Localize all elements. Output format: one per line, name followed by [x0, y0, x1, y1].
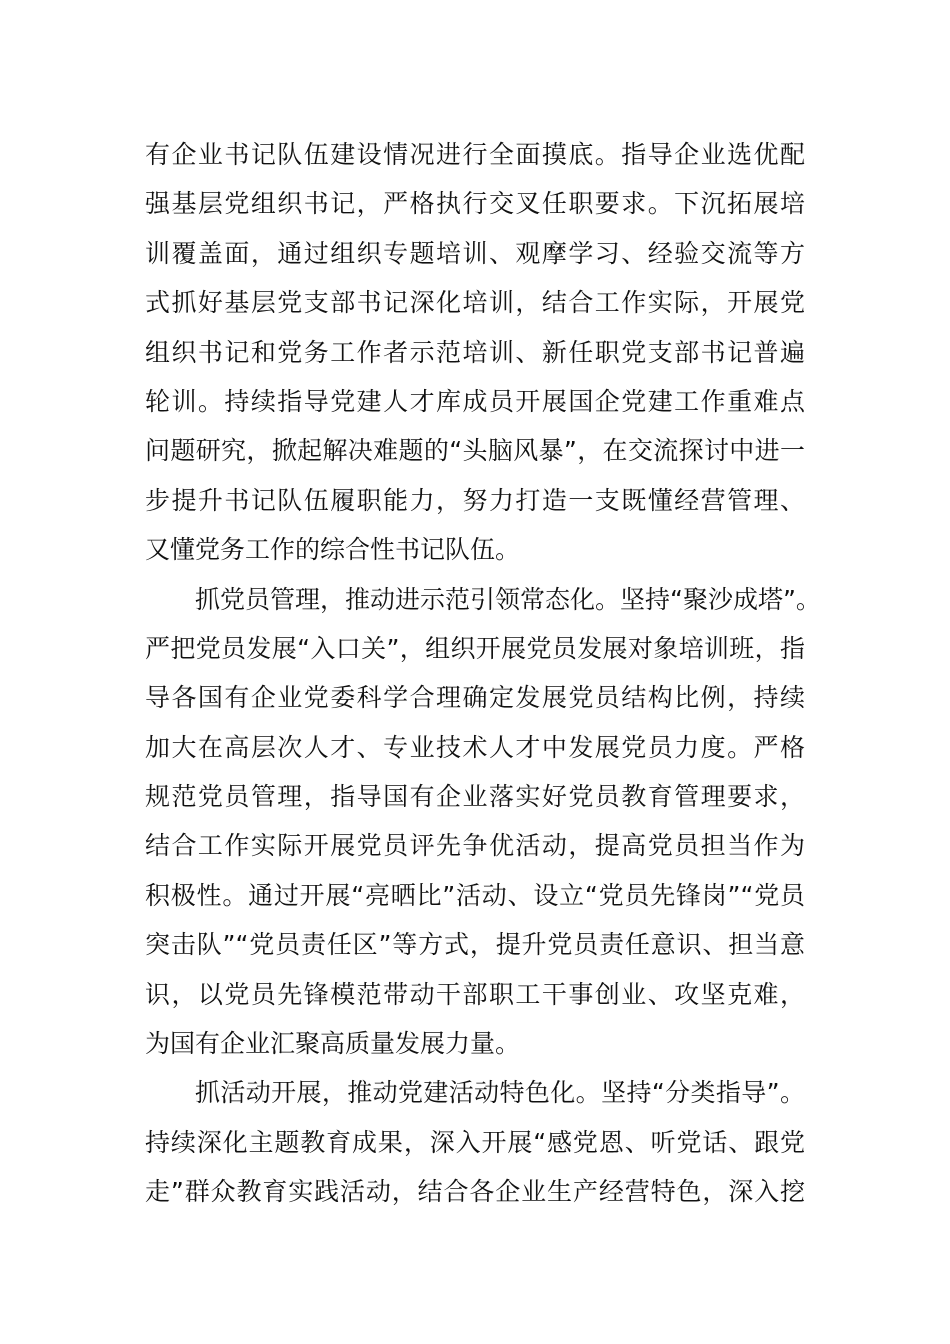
- text-line: 导各国有企业党委科学合理确定发展党员结构比例，持续: [145, 683, 805, 713]
- text-line: 训覆盖面，通过组织专题培训、观摩学习、经验交流等方: [145, 238, 805, 268]
- text-line: 强基层党组织书记，严格执行交叉任职要求。下沉拓展培: [145, 189, 805, 219]
- text-line: 积极性。通过开展“亮晒比”活动、设立“党员先锋岗”“党员: [145, 880, 805, 910]
- text-line: 规范党员管理，指导国有企业落实好党员教育管理要求，: [145, 782, 805, 812]
- text-line: 识，以党员先锋模范带动干部职工干事创业、攻坚克难，: [145, 979, 805, 1009]
- paragraph-first-line: 抓党员管理，推动进示范引领常态化。坚持“聚沙成塔”。: [195, 584, 821, 614]
- text-line: 结合工作实际开展党员评先争优活动，提高党员担当作为: [145, 831, 805, 861]
- document-body: [145, 130, 821, 1217]
- text-line: 突击队”“党员责任区”等方式，提升党员责任意识、担当意: [145, 930, 805, 960]
- text-line: 加大在高层次人才、专业技术人才中发展党员力度。严格: [145, 732, 805, 762]
- text-line: 严把党员发展“入口关”，组织开展党员发展对象培训班，指: [145, 633, 805, 663]
- text-line: 为国有企业汇聚高质量发展力量。: [145, 1029, 521, 1059]
- text-line: 持续深化主题教育成果，深入开展“感党恩、听党话、跟党: [145, 1127, 805, 1157]
- text-line: 轮训。持续指导党建人才库成员开展国企党建工作重难点: [145, 386, 805, 416]
- text-line: 组织书记和党务工作者示范培训、新任职党支部书记普遍: [145, 337, 805, 367]
- text-line: 又懂党务工作的综合性书记队伍。: [145, 535, 521, 565]
- paragraph-first-line: 抓活动开展，推动党建活动特色化。坚持“分类指导”。: [195, 1078, 805, 1108]
- text-line: 式抓好基层党支部书记深化培训，结合工作实际，开展党: [145, 288, 805, 318]
- text-line: 问题研究，掀起解决难题的“头脑风暴”，在交流探讨中进一: [145, 436, 805, 466]
- text-line: 步提升书记队伍履职能力，努力打造一支既懂经营管理、: [145, 485, 805, 515]
- text-line: 走”群众教育实践活动，结合各企业生产经营特色，深入挖: [145, 1177, 805, 1207]
- text-line: 有企业书记队伍建设情况进行全面摸底。指导企业选优配: [145, 140, 805, 169]
